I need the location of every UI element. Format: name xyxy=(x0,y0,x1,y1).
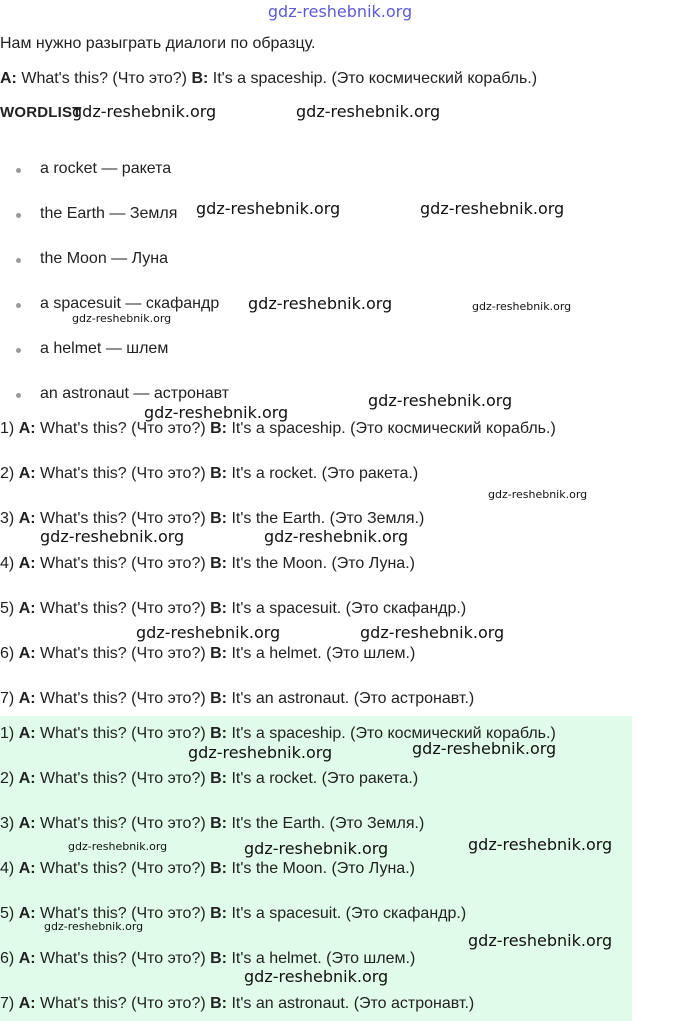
answer-line: 3) A: What's this? (Что это?) B: It's the Earth. (Это Земля.) xyxy=(0,815,425,832)
watermark: gdz-reshebnik.org xyxy=(468,931,613,950)
bullet-icon xyxy=(16,213,21,218)
bullet-icon xyxy=(16,303,21,308)
watermark: gdz-reshebnik.org xyxy=(248,294,393,313)
watermark: gdz-reshebnik.org xyxy=(264,527,409,546)
answer-line: 1) A: What's this? (Что это?) B: It's a spaceship. (Это космический корабль.) xyxy=(0,725,556,742)
wordlist-item: a rocket — ракета xyxy=(40,160,172,177)
example-dialog xyxy=(0,69,537,89)
watermark: gdz-reshebnik.org xyxy=(488,488,588,501)
watermark: gdz-reshebnik.org xyxy=(412,739,557,758)
speaker-b: B: xyxy=(191,70,209,87)
answer-line: 4) A: What's this? (Что это?) B: It's the Moon. (Это Луна.) xyxy=(0,860,415,877)
dialog-line: 4) A: What's this? (Что это?) B: It's the Moon. (Это Луна.) xyxy=(0,555,415,572)
watermark: gdz-reshebnik.org xyxy=(136,623,281,642)
watermark: gdz-reshebnik.org xyxy=(44,920,144,933)
watermark: gdz-reshebnik.org xyxy=(244,967,389,986)
wordlist-item: the Moon — Луна xyxy=(40,250,169,267)
site-header-link[interactable]: gdz-reshebnik.org xyxy=(267,2,413,21)
answer: It's a spaceship. (Это космический корабль.) xyxy=(208,70,538,87)
watermark: gdz-reshebnik.org xyxy=(472,300,572,313)
watermark: gdz-reshebnik.org xyxy=(244,839,389,858)
bullet-icon xyxy=(16,348,21,353)
answer-line: 5) A: What's this? (Что это?) B: It's a spacesuit. (Это скафандр.) xyxy=(0,905,467,922)
answer-line: 7) A: What's this? (Что это?) B: It's an astronaut. (Это астронавт.) xyxy=(0,995,475,1012)
watermark: gdz-reshebnik.org xyxy=(144,403,289,422)
dialog-line: 3) A: What's this? (Что это?) B: It's the Earth. (Это Земля.) xyxy=(0,510,425,527)
watermark: gdz-reshebnik.org xyxy=(368,391,513,410)
watermark: gdz-reshebnik.org xyxy=(360,623,505,642)
wordlist-item: an astronaut — астронавт xyxy=(40,385,230,402)
bullet-icon xyxy=(16,168,21,173)
intro-text: Нам нужно разыграть диалоги по образцу. xyxy=(0,35,316,52)
bullet-icon xyxy=(16,258,21,263)
watermark: gdz-reshebnik.org xyxy=(40,527,185,546)
answer-line: 2) A: What's this? (Что это?) B: It's a rocket. (Это ракета.) xyxy=(0,770,419,787)
wordlist-item: the Earth — Земля xyxy=(40,205,178,222)
watermark: gdz-reshebnik.org xyxy=(72,102,217,121)
watermark: gdz-reshebnik.org xyxy=(296,102,441,121)
bullet-icon xyxy=(16,393,21,398)
speaker-a: A: xyxy=(0,70,17,87)
question: What's this? (Что это?) xyxy=(16,70,192,87)
dialog-line: 2) A: What's this? (Что это?) B: It's a rocket. (Это ракета.) xyxy=(0,465,419,482)
watermark: gdz-reshebnik.org xyxy=(72,312,172,325)
watermark: gdz-reshebnik.org xyxy=(468,835,613,854)
dialog-line: 6) A: What's this? (Что это?) B: It's a helmet. (Это шлем.) xyxy=(0,645,416,662)
answer-line: 6) A: What's this? (Что это?) B: It's a helmet. (Это шлем.) xyxy=(0,950,416,967)
dialog-line: 7) A: What's this? (Что это?) B: It's an astronaut. (Это астронавт.) xyxy=(0,690,475,707)
wordlist-item: a helmet — шлем xyxy=(40,340,169,357)
watermark: gdz-reshebnik.org xyxy=(68,840,168,853)
dialog-line: 5) A: What's this? (Что это?) B: It's a spacesuit. (Это скафандр.) xyxy=(0,600,467,617)
watermark: gdz-reshebnik.org xyxy=(420,199,565,218)
dialog-line: 1) A: What's this? (Что это?) B: It's a spaceship. (Это космический корабль.) xyxy=(0,420,556,437)
wordlist-item: a spacesuit — скафандр xyxy=(40,295,220,312)
watermark: gdz-reshebnik.org xyxy=(196,199,341,218)
wordlist-title: WORDLIST xyxy=(0,104,82,121)
watermark: gdz-reshebnik.org xyxy=(188,743,333,762)
